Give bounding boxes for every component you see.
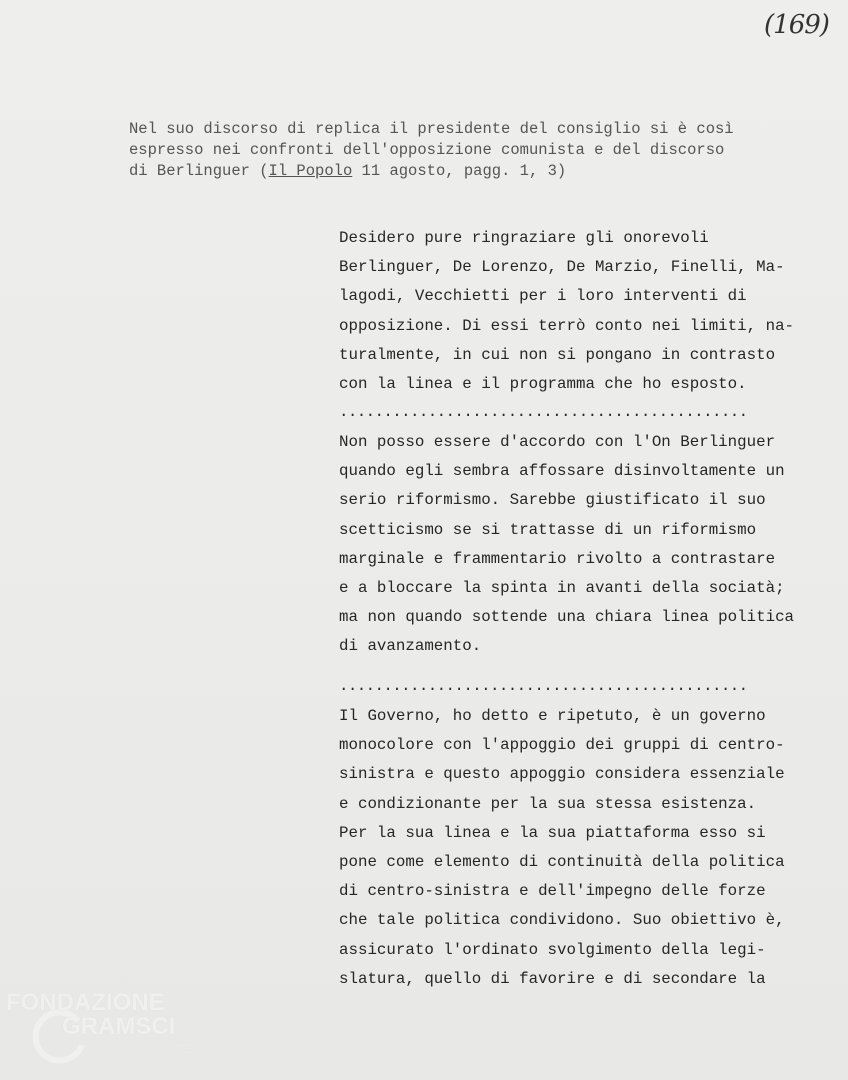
quote-line: Il Governo, ho detto e ripetuto, è un governo — [339, 707, 766, 725]
fondazione-gramsci-watermark — [0, 985, 230, 1080]
intro-line-1: Nel suo discorso di replica il presidente del consiglio si è così — [129, 120, 734, 138]
quote-line: opposizione. Di essi terrò conto nei limiti, na- — [339, 316, 795, 335]
quote-line: Desidero pure ringraziare gli onorevoli — [339, 229, 709, 247]
quote-line: e a bloccare la spinta in avanti della sociatà; — [339, 578, 785, 597]
quote-line: Per la sua linea e la sua piattaforma esso si — [339, 823, 766, 842]
page-number-value: 169 — [773, 10, 820, 40]
watermark-line-3: onlus — [170, 1041, 192, 1051]
intro-line-2: espresso nei confronti dell'opposizione comunista e del discorso — [129, 141, 725, 159]
quote-block-1 — [339, 224, 829, 399]
intro-line-3-pre: di Berlinguer ( — [129, 162, 269, 180]
separator-dots: .............................................. — [339, 677, 748, 695]
quote-line: Berlinguer, De Lorenzo, De Marzio, Finelli, Ma- — [339, 258, 785, 277]
quote-line: di centro-sinistra e dell'impegno delle forze — [339, 882, 766, 901]
watermark-line-1: FONDAZIONE — [6, 989, 165, 1016]
quote-line: assicurato l'ordinato svolgimento della legi- — [339, 940, 766, 959]
watermark-line-2: GRAMSCI — [62, 1013, 176, 1040]
quote-line: pone come elemento di continuità della politica — [339, 852, 785, 871]
intro-line-3-post: 11 agosto, pagg. 1, 3) — [352, 162, 567, 180]
page-number: (169) — [764, 10, 829, 40]
quote-line: slatura, quello di favorire e di secondare la — [339, 969, 766, 988]
quote-line: marginale e frammentario rivolto a contrastare — [339, 549, 776, 568]
quote-line: lagodi, Vecchietti per i loro interventi di — [339, 287, 747, 306]
quote-line: di avanzamento. — [339, 637, 482, 656]
quote-line: Non posso essere d'accordo con l'On Berlinguer — [339, 433, 776, 451]
quote-line: e condizionante per la sua stessa esistenza. — [339, 794, 757, 813]
quote-line: scetticismo se si trattasse di un riformismo — [339, 520, 757, 539]
separator-dots: .............................................. — [339, 403, 748, 421]
quote-line: sinistra e questo appoggio considera essenziale — [339, 765, 785, 784]
quote-line: quando egli sembra affossare disinvoltamente un — [339, 462, 785, 481]
quote-line: monocolore con l'appoggio dei gruppi di centro- — [339, 736, 785, 755]
intro-source-title: Il Popolo — [268, 162, 353, 180]
intro-paragraph — [129, 119, 789, 182]
quote-line: con la linea e il programma che ho esposto. — [339, 374, 747, 393]
quote-line: ma non quando sottende una chiara linea politica — [339, 608, 795, 627]
quote-block-2 — [339, 428, 829, 662]
quote-line: turalmente, in cui non si pongano in contrasto — [339, 345, 776, 364]
quote-block-3 — [339, 702, 829, 994]
quote-line: serio riformismo. Sarebbe giustificato il suo — [339, 491, 766, 510]
quote-line: che tale politica condividono. Suo obiettivo è, — [339, 911, 785, 930]
